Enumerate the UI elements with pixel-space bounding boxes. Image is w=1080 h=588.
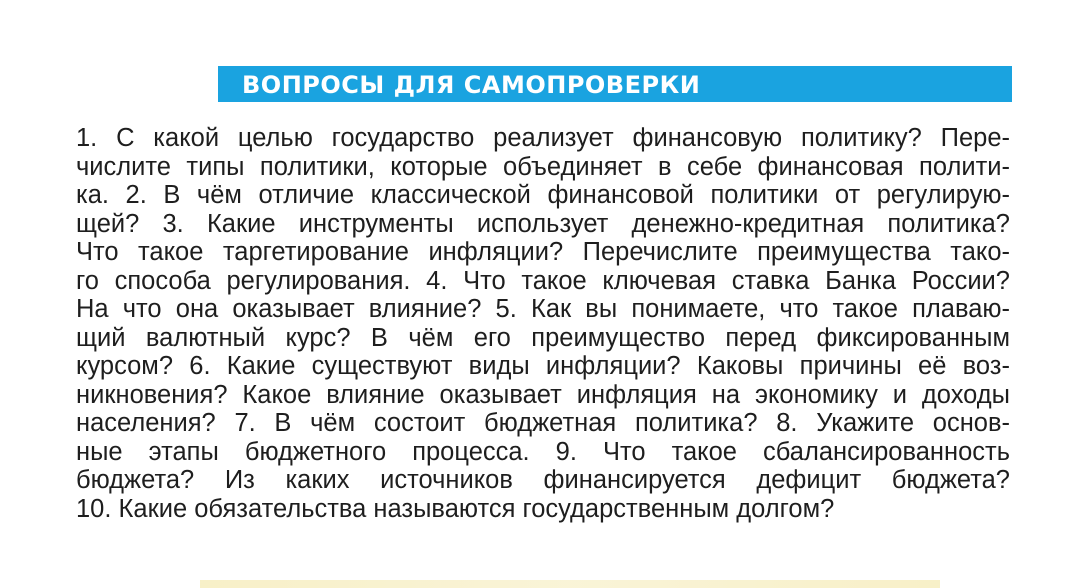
text-line: Что такое таргетирование инфляции? Перечислите преимущества тако- [76, 238, 1010, 266]
text-line: ка. 2. В чём отличие классической финансовой политики от регулирую- [76, 181, 1010, 209]
text-line: бюджета? Из каких источников финансируется дефицит бюджета? [76, 466, 1010, 494]
text-line: щий валютный курс? В чём его преимущество перед фиксированным [76, 323, 1010, 352]
text-line: 10. Какие обязательства называются государственным долгом? [76, 494, 835, 523]
text-line: числите типы политики, которые объединяет в себе финансовая полити- [76, 152, 1010, 181]
text-line: На что она оказывает влияние? 5. Как вы понимаете, что такое плаваю- [76, 295, 1010, 323]
text-line: никновения? Какое влияние оказывает инфляция на экономику и доходы [76, 380, 1010, 409]
text-line: населения? 7. В чём состоит бюджетная политика? 8. Укажите основ- [76, 409, 1010, 437]
text-line: го способа регулирования. 4. Что такое ключевая ставка Банка России? [76, 266, 1010, 295]
text-line: щей? 3. Какие инструменты использует денежно-кредитная политика? [76, 209, 1010, 238]
text-line: 1. С какой целью государство реализует финансовую политику? Пере- [76, 124, 1010, 152]
text-line: курсом? 6. Какие существуют виды инфляции? Каковы причины её воз- [76, 352, 1010, 380]
text-line: ные этапы бюджетного процесса. 9. Что такое сбалансированность [76, 437, 1010, 466]
questions-paragraph [76, 124, 1010, 523]
next-section-edge [200, 580, 940, 588]
section-header-bar [218, 66, 1012, 104]
section-title: ВОПРОСЫ ДЛЯ САМОПРОВЕРКИ [242, 71, 701, 99]
